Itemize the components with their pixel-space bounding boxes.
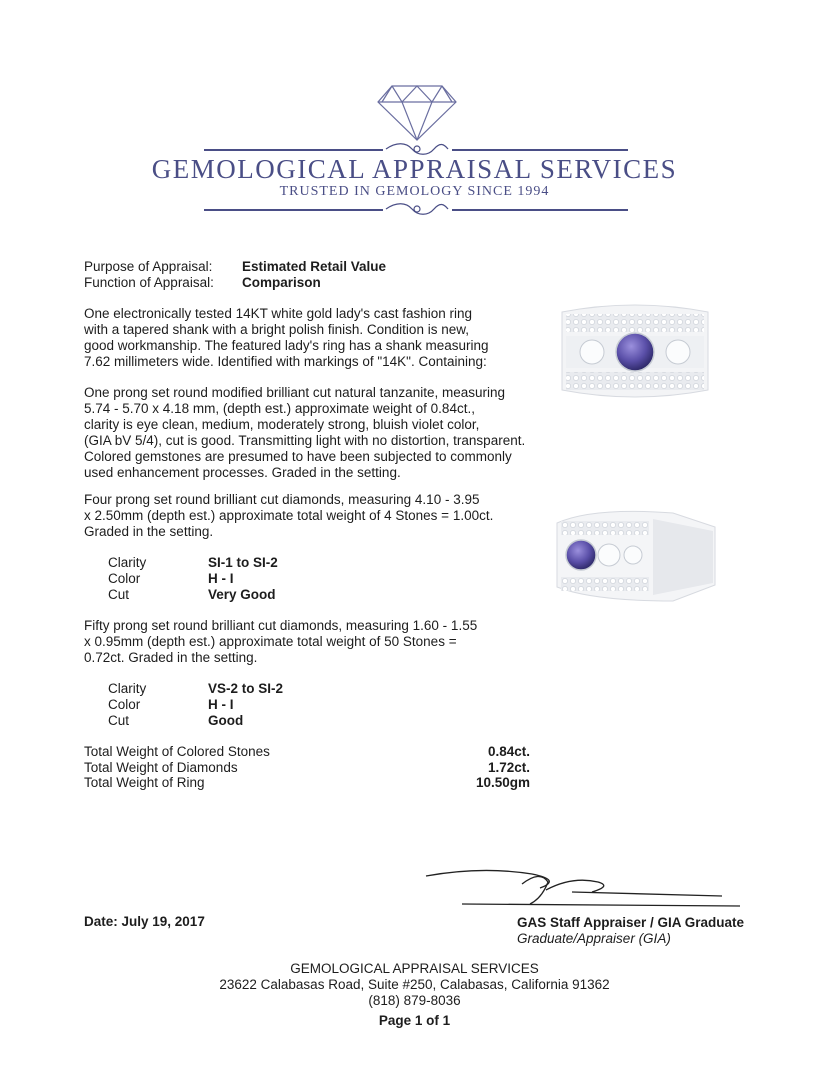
appraiser-signature — [422, 862, 742, 912]
footer-phone: (818) 879-8036 — [368, 993, 461, 1008]
header-rule-bottom-right — [452, 209, 628, 211]
ring-description: One electronically tested 14KT white gold lady's cast fashion ring with a tapered shank with a bright polish finish. Condition is new, good workmanship. The featured lady's ring has a shank measuring 7.62 millimeters wide. Identified with markings of "14K". Containing: — [84, 306, 489, 369]
header-rule-top-right — [452, 149, 628, 151]
company-tagline: TRUSTED IN GEMOLOGY SINCE 1994 — [279, 184, 550, 199]
tanzanite-description: One prong set round modified brilliant cut natural tanzanite, measuring 5.74 - 5.70 x 4.18 mm, (depth est.) approximate weight of 0.84ct., clarity is eye clean, medium, moderately strong, bluish violet color, (GIA bV 5/4), cut is good. Transmitting light with no distortion, transparent. Colored gemstones are presumed to have been subjected to commonly used enhancement processes. Graded in the setting. — [84, 385, 526, 480]
cut-value: Good — [208, 713, 244, 728]
clarity-value: SI-1 to SI-2 — [208, 555, 278, 570]
total-ring-label: Total Weight of Ring — [84, 775, 205, 790]
appraisal-date: Date: July 19, 2017 — [84, 914, 205, 929]
clarity-label: Clarity — [108, 555, 147, 570]
purpose-label: Purpose of Appraisal: — [84, 259, 213, 274]
color-label: Color — [108, 697, 141, 712]
footer-company: GEMOLOGICAL APPRAISAL SERVICES — [290, 961, 539, 976]
cut-label: Cut — [108, 713, 130, 728]
appraiser-subtitle: Graduate/Appraiser (GIA) — [517, 931, 671, 946]
purpose-value: Estimated Retail Value — [242, 259, 387, 274]
header-rule-top-left — [204, 149, 383, 151]
total-diamonds-value: 1.72ct. — [487, 760, 530, 775]
total-diamonds-label: Total Weight of Diamonds — [84, 760, 238, 775]
cut-value: Very Good — [208, 587, 276, 602]
color-label: Color — [108, 571, 141, 586]
function-label: Function of Appraisal: — [84, 275, 214, 290]
page-number: Page 1 of 1 — [378, 1013, 451, 1028]
color-value: H - I — [208, 697, 234, 712]
flourish-ornament-icon — [382, 200, 452, 218]
color-value: H - I — [208, 571, 234, 586]
cut-label: Cut — [108, 587, 130, 602]
total-colored-value: 0.84ct. — [487, 744, 530, 759]
diamonds-four-description: Four prong set round brilliant cut diamonds, measuring 4.10 - 3.95 x 2.50mm (depth est.) approximate total weight of 4 Stones = 1.00ct. Graded in the setting. — [84, 492, 494, 539]
diamond-logo-icon — [376, 84, 458, 142]
function-value: Comparison — [242, 275, 321, 290]
total-colored-label: Total Weight of Colored Stones — [84, 744, 270, 759]
clarity-value: VS-2 to SI-2 — [208, 681, 284, 696]
company-name: GEMOLOGICAL APPRAISAL SERVICES — [151, 154, 678, 184]
clarity-label: Clarity — [108, 681, 147, 696]
ring-front-photo — [556, 302, 714, 402]
diamonds-fifty-description: Fifty prong set round brilliant cut diamonds, measuring 1.60 - 1.55 x 0.95mm (depth est.) approximate total weight of 50 Stones = 0.72ct. Graded in the setting. — [84, 618, 478, 665]
footer-address: 23622 Calabasas Road, Suite #250, Calabasas, California 91362 — [219, 977, 610, 992]
appraiser-title: GAS Staff Appraiser / GIA Graduate — [517, 915, 745, 930]
header-rule-bottom-left — [204, 209, 383, 211]
ring-side-photo — [553, 505, 719, 605]
total-ring-value: 10.50gm — [475, 775, 530, 790]
